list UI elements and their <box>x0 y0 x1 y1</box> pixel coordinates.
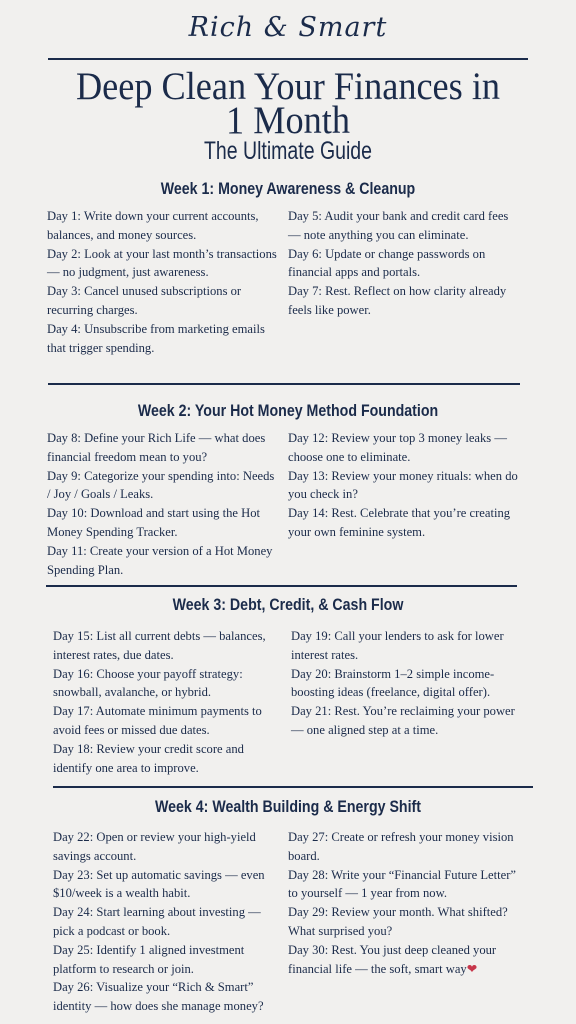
week-2-right-column <box>288 429 518 542</box>
day-item: Day 23: Set up automatic savings — even $10/week is a wealth habit. <box>53 867 265 901</box>
page-subtitle: The Ultimate Guide <box>204 137 372 165</box>
day-item: Day 19: Call your lenders to ask for lower interest rates. <box>291 629 504 662</box>
page-title-line-1: Deep Clean Your Finances in <box>75 65 501 108</box>
week-divider <box>46 585 517 587</box>
week-4-right-column <box>288 828 518 978</box>
day-item: Day 11: Create your version of a Hot Money Spending Plan. <box>47 543 273 577</box>
day-item: Day 12: Review your top 3 money leaks — choose one to eliminate. <box>288 431 507 464</box>
week-3-right-column <box>291 627 519 740</box>
week-3-left-column <box>53 627 281 777</box>
day-item: Day 6: Update or change passwords on financial apps and portals. <box>288 246 486 280</box>
day-item: Day 2: Look at your last month’s transactions — no judgment, just awareness. <box>47 246 277 280</box>
week-3-title: Week 3: Debt, Credit, & Cash Flow <box>172 596 404 614</box>
day-item: Day 4: Unsubscribe from marketing emails that trigger spending. <box>47 321 265 355</box>
day-item: Day 27: Create or refresh your money vision board. <box>288 830 514 863</box>
week-1-left-column <box>47 207 277 357</box>
page-title-line-2: 1 Month <box>226 99 350 142</box>
brand-logo: Rich & Smart <box>188 12 388 43</box>
day-item: Day 14: Rest. Celebrate that you’re creating your own feminine system. <box>288 506 511 539</box>
day-item: Day 7: Rest. Reflect on how clarity already feels like power. <box>288 284 507 317</box>
day-item: Day 15: List all current debts — balances, interest rates, due dates. <box>53 629 266 662</box>
day-item: Day 10: Download and start using the Hot Money Spending Tracker. <box>47 506 261 539</box>
day-item: Day 1: Write down your current accounts, balances, and money sources. <box>47 209 259 242</box>
day-item: Day 3: Cancel unused subscriptions or recurring charges. <box>47 284 242 317</box>
day-item: Day 9: Categorize your spending into: Needs / Joy / Goals / Leaks. <box>47 468 275 502</box>
day-item: Day 25: Identify 1 aligned investment platform to research or join. <box>53 942 245 976</box>
page-title <box>39 65 537 142</box>
week-divider <box>48 383 520 385</box>
day-item: Day 8: Define your Rich Life — what does financial freedom mean to you? <box>47 431 266 464</box>
day-item: Day 24: Start learning about investing — pick a podcast or book. <box>53 905 261 938</box>
day-item: Day 28: Write your “Financial Future Letter” to yourself — 1 year from now. <box>288 867 516 901</box>
day-item <box>288 941 518 979</box>
day-item: Day 13: Review your money rituals: when do you check in? <box>288 468 518 502</box>
week-1-right-column <box>288 207 518 320</box>
week-4-left-column <box>53 828 278 1016</box>
day-item: Day 22: Open or review your high-yield savings account. <box>53 830 256 863</box>
day-item: Day 26: Visualize your “Rich & Smart” identity — how does she manage money? <box>53 980 264 1014</box>
day-item: Day 16: Choose your payoff strategy: snowball, avalanche, or hybrid. <box>53 666 243 700</box>
day-item: Day 17: Automate minimum payments to avoid fees or missed due dates. <box>53 704 262 737</box>
week-2-left-column <box>47 429 277 579</box>
day-item: Day 5: Audit your bank and credit card fees — note anything you can eliminate. <box>288 209 509 242</box>
week-4-title: Week 4: Wealth Building & Energy Shift <box>155 798 421 816</box>
week-divider <box>53 786 533 788</box>
day-30-text: Day 30: Rest. You just deep cleaned your financial life — the soft, smart way <box>288 942 497 976</box>
day-item: Day 21: Rest. You’re reclaiming your power — one aligned step at a time. <box>291 704 515 737</box>
heart-emoji-icon: ❤ <box>466 961 478 976</box>
week-1-title: Week 1: Money Awareness & Cleanup <box>160 180 416 198</box>
header-divider <box>48 58 528 60</box>
day-item: Day 29: Review your month. What shifted? What surprised you? <box>288 905 508 938</box>
day-item: Day 20: Brainstorm 1–2 simple income-boosting ideas (freelance, digital offer). <box>291 666 495 700</box>
day-item: Day 18: Review your credit score and identify one area to improve. <box>53 741 244 775</box>
week-2-title: Week 2: Your Hot Money Method Foundation <box>137 402 439 420</box>
